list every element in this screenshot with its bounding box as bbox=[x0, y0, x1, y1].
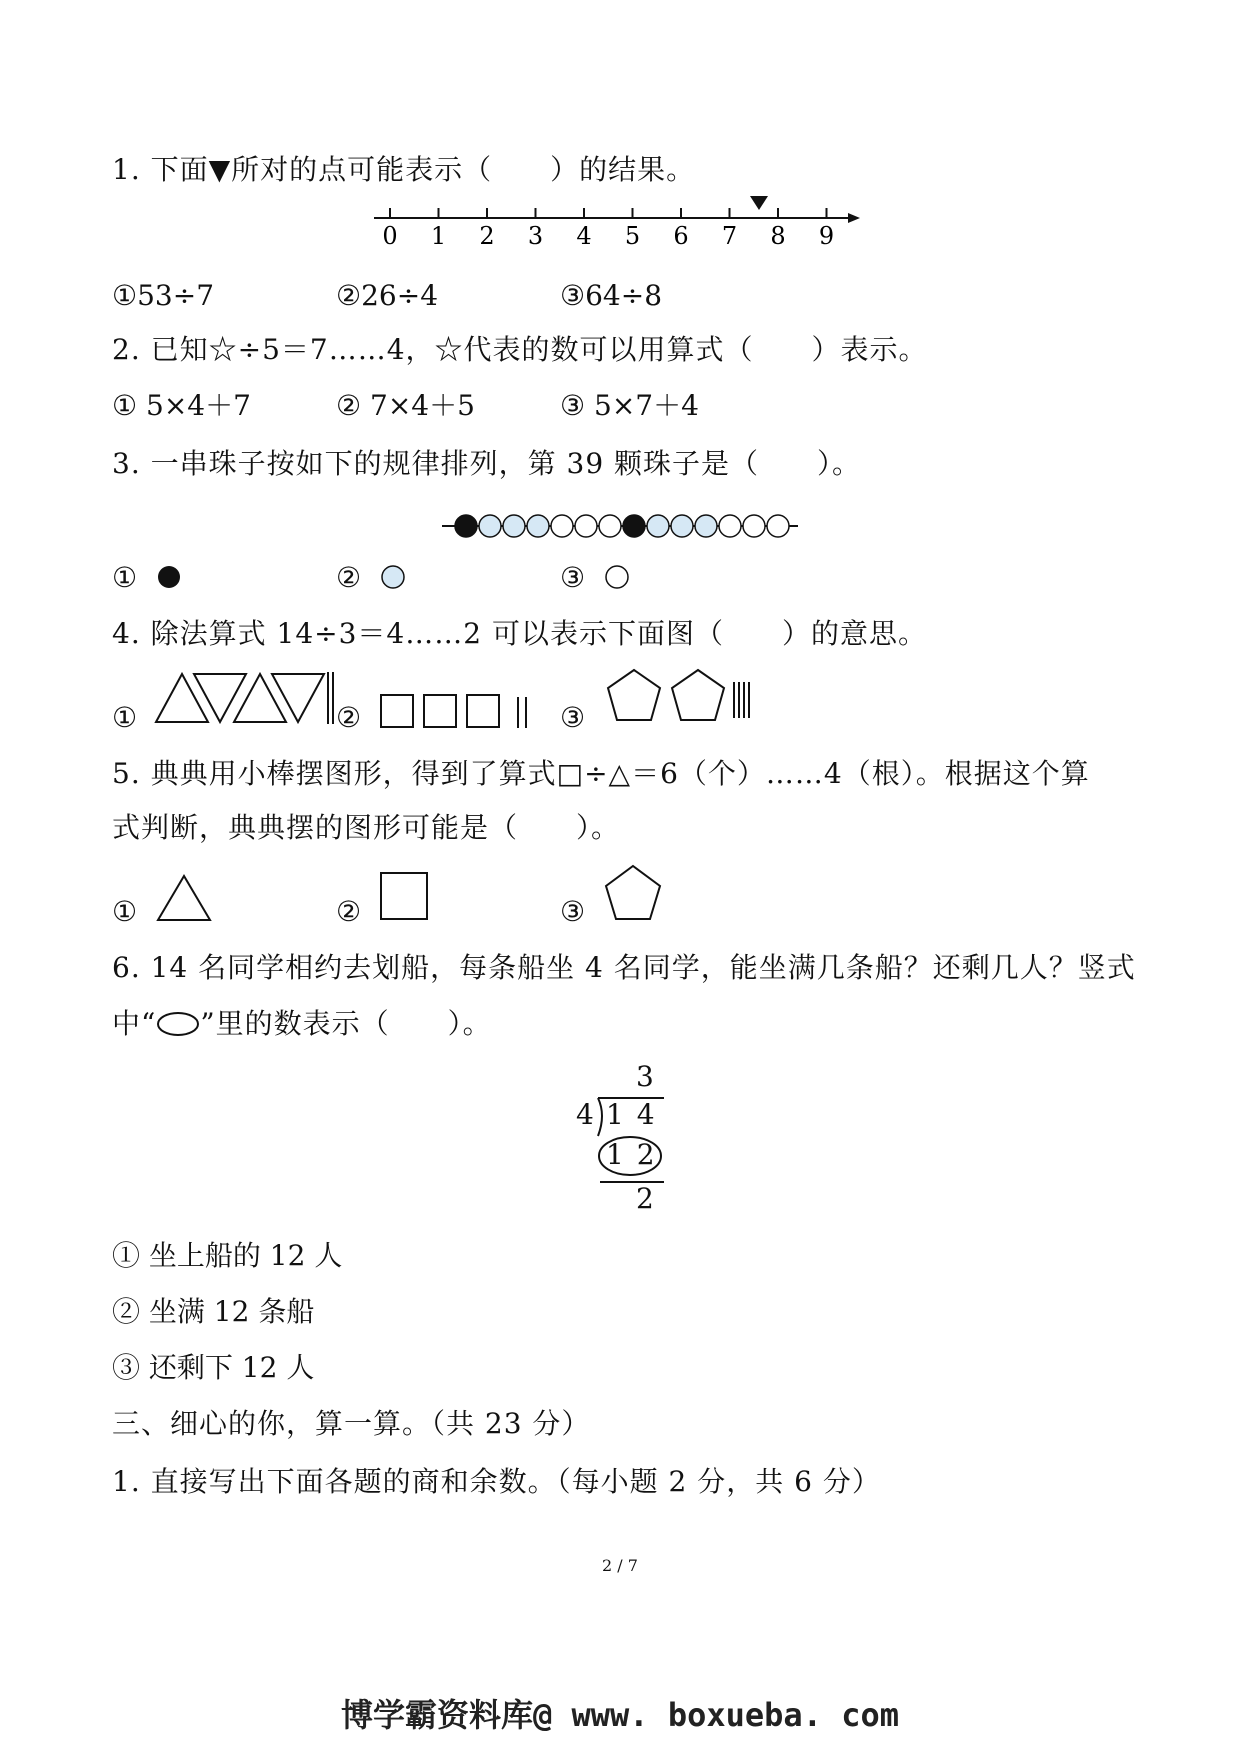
q5-option-3: ③ bbox=[560, 895, 586, 928]
q1-option-2: ②26÷4 bbox=[336, 279, 439, 312]
white-bead-icon bbox=[604, 564, 630, 590]
blue-bead bbox=[647, 515, 669, 537]
q2-text: 2. 已知☆÷5＝7……4，☆代表的数可以用算式（ ）表示。 bbox=[112, 333, 928, 366]
white-bead bbox=[575, 515, 597, 537]
black-bead-icon bbox=[156, 564, 182, 590]
axis-label: 3 bbox=[527, 222, 544, 250]
axis-label: 7 bbox=[721, 222, 738, 250]
blue-bead bbox=[479, 515, 501, 537]
q5-text-line2: 式判断，典典摆的图形可能是（ ）。 bbox=[112, 811, 621, 844]
page-number: 2 / 7 bbox=[602, 1556, 638, 1575]
q4-option-1: ① bbox=[112, 701, 138, 734]
axis-label: 8 bbox=[770, 222, 786, 250]
oval-icon bbox=[156, 1011, 200, 1037]
division-lines bbox=[570, 1060, 690, 1220]
axis-label: 2 bbox=[479, 222, 495, 250]
q3-option-1: ① bbox=[112, 561, 138, 594]
division-quotient: 3 bbox=[636, 1060, 654, 1093]
q2-option-2: ② 7×4＋5 bbox=[336, 389, 475, 422]
q6-text-line2-pre: 中“ bbox=[112, 1007, 157, 1040]
two-pentagons-icon bbox=[606, 668, 766, 724]
q1-text: 1. 下面▼所对的点可能表示（ ）的结果。 bbox=[112, 153, 696, 186]
white-bead bbox=[743, 515, 765, 537]
pentagon-icon bbox=[604, 864, 664, 922]
q3-option-2: ② bbox=[336, 561, 362, 594]
black-bead bbox=[455, 515, 477, 537]
long-division bbox=[570, 1060, 690, 1220]
blue-bead bbox=[527, 515, 549, 537]
blue-bead bbox=[671, 515, 693, 537]
q6-text-line2 bbox=[112, 1004, 492, 1044]
division-dividend: 1 4 bbox=[606, 1098, 657, 1131]
white-bead bbox=[719, 515, 741, 537]
three-squares-icon bbox=[380, 694, 530, 734]
watermark: 博学霸资料库@ www. boxueba. com bbox=[340, 1696, 900, 1734]
blue-bead-icon bbox=[380, 564, 406, 590]
square-icon bbox=[380, 872, 430, 922]
blue-bead bbox=[503, 515, 525, 537]
black-bead bbox=[623, 515, 645, 537]
axis-label: 5 bbox=[624, 222, 641, 250]
division-remainder: 2 bbox=[636, 1182, 654, 1215]
q4-option-2: ② bbox=[336, 701, 362, 734]
division-product: 1 2 bbox=[606, 1138, 657, 1171]
q5-option-1: ① bbox=[112, 895, 138, 928]
q1-option-1: ①53÷7 bbox=[112, 279, 215, 312]
marker-triangle-icon bbox=[750, 196, 768, 210]
q5-option-2: ② bbox=[336, 895, 362, 928]
q4-option-3: ③ bbox=[560, 701, 586, 734]
bead-string bbox=[442, 512, 802, 542]
division-divisor: 4 bbox=[576, 1098, 594, 1131]
q6-text-line1: 6. 14 名同学相约去划船，每条船坐 4 名同学，能坐满几条船？还剩几人？竖式 bbox=[112, 951, 1136, 984]
q3-option-3: ③ bbox=[560, 561, 586, 594]
q6-option-3: ③ 还剩下 12 人 bbox=[112, 1351, 315, 1384]
q2-option-3: ③ 5×7＋4 bbox=[560, 389, 699, 422]
four-triangles-icon bbox=[154, 670, 334, 724]
q2-option-1: ① 5×4＋7 bbox=[112, 389, 251, 422]
q6-option-1: ① 坐上船的 12 人 bbox=[112, 1239, 343, 1272]
axis-label: 0 bbox=[382, 222, 398, 250]
axis-label: 9 bbox=[818, 222, 835, 250]
white-bead bbox=[599, 515, 621, 537]
q5-text-line1: 5. 典典用小棒摆图形，得到了算式□÷△＝6（个）……4（根）。根据这个算 bbox=[112, 757, 1090, 790]
blue-bead bbox=[695, 515, 717, 537]
triangle-icon bbox=[156, 874, 212, 922]
section3-title: 三、细心的你，算一算。（共 23 分） bbox=[112, 1407, 591, 1440]
axis-label: 1 bbox=[430, 222, 447, 250]
number-line bbox=[370, 196, 835, 256]
q1-option-3: ③64÷8 bbox=[560, 279, 663, 312]
section3-sub1: 1. 直接写出下面各题的商和余数。（每小题 2 分，共 6 分） bbox=[112, 1465, 881, 1498]
axis-label: 6 bbox=[673, 222, 689, 250]
q4-text: 4. 除法算式 14÷3＝4……2 可以表示下面图（ ）的意思。 bbox=[112, 617, 927, 650]
q3-text: 3. 一串珠子按如下的规律排列，第 39 颗珠子是（ ）。 bbox=[112, 447, 862, 480]
axis-label: 4 bbox=[576, 222, 592, 250]
white-bead bbox=[551, 515, 573, 537]
q6-option-2: ② 坐满 12 条船 bbox=[112, 1295, 315, 1328]
white-bead bbox=[767, 515, 789, 537]
q6-text-line2-post: ”里的数表示（ ）。 bbox=[200, 1007, 492, 1040]
